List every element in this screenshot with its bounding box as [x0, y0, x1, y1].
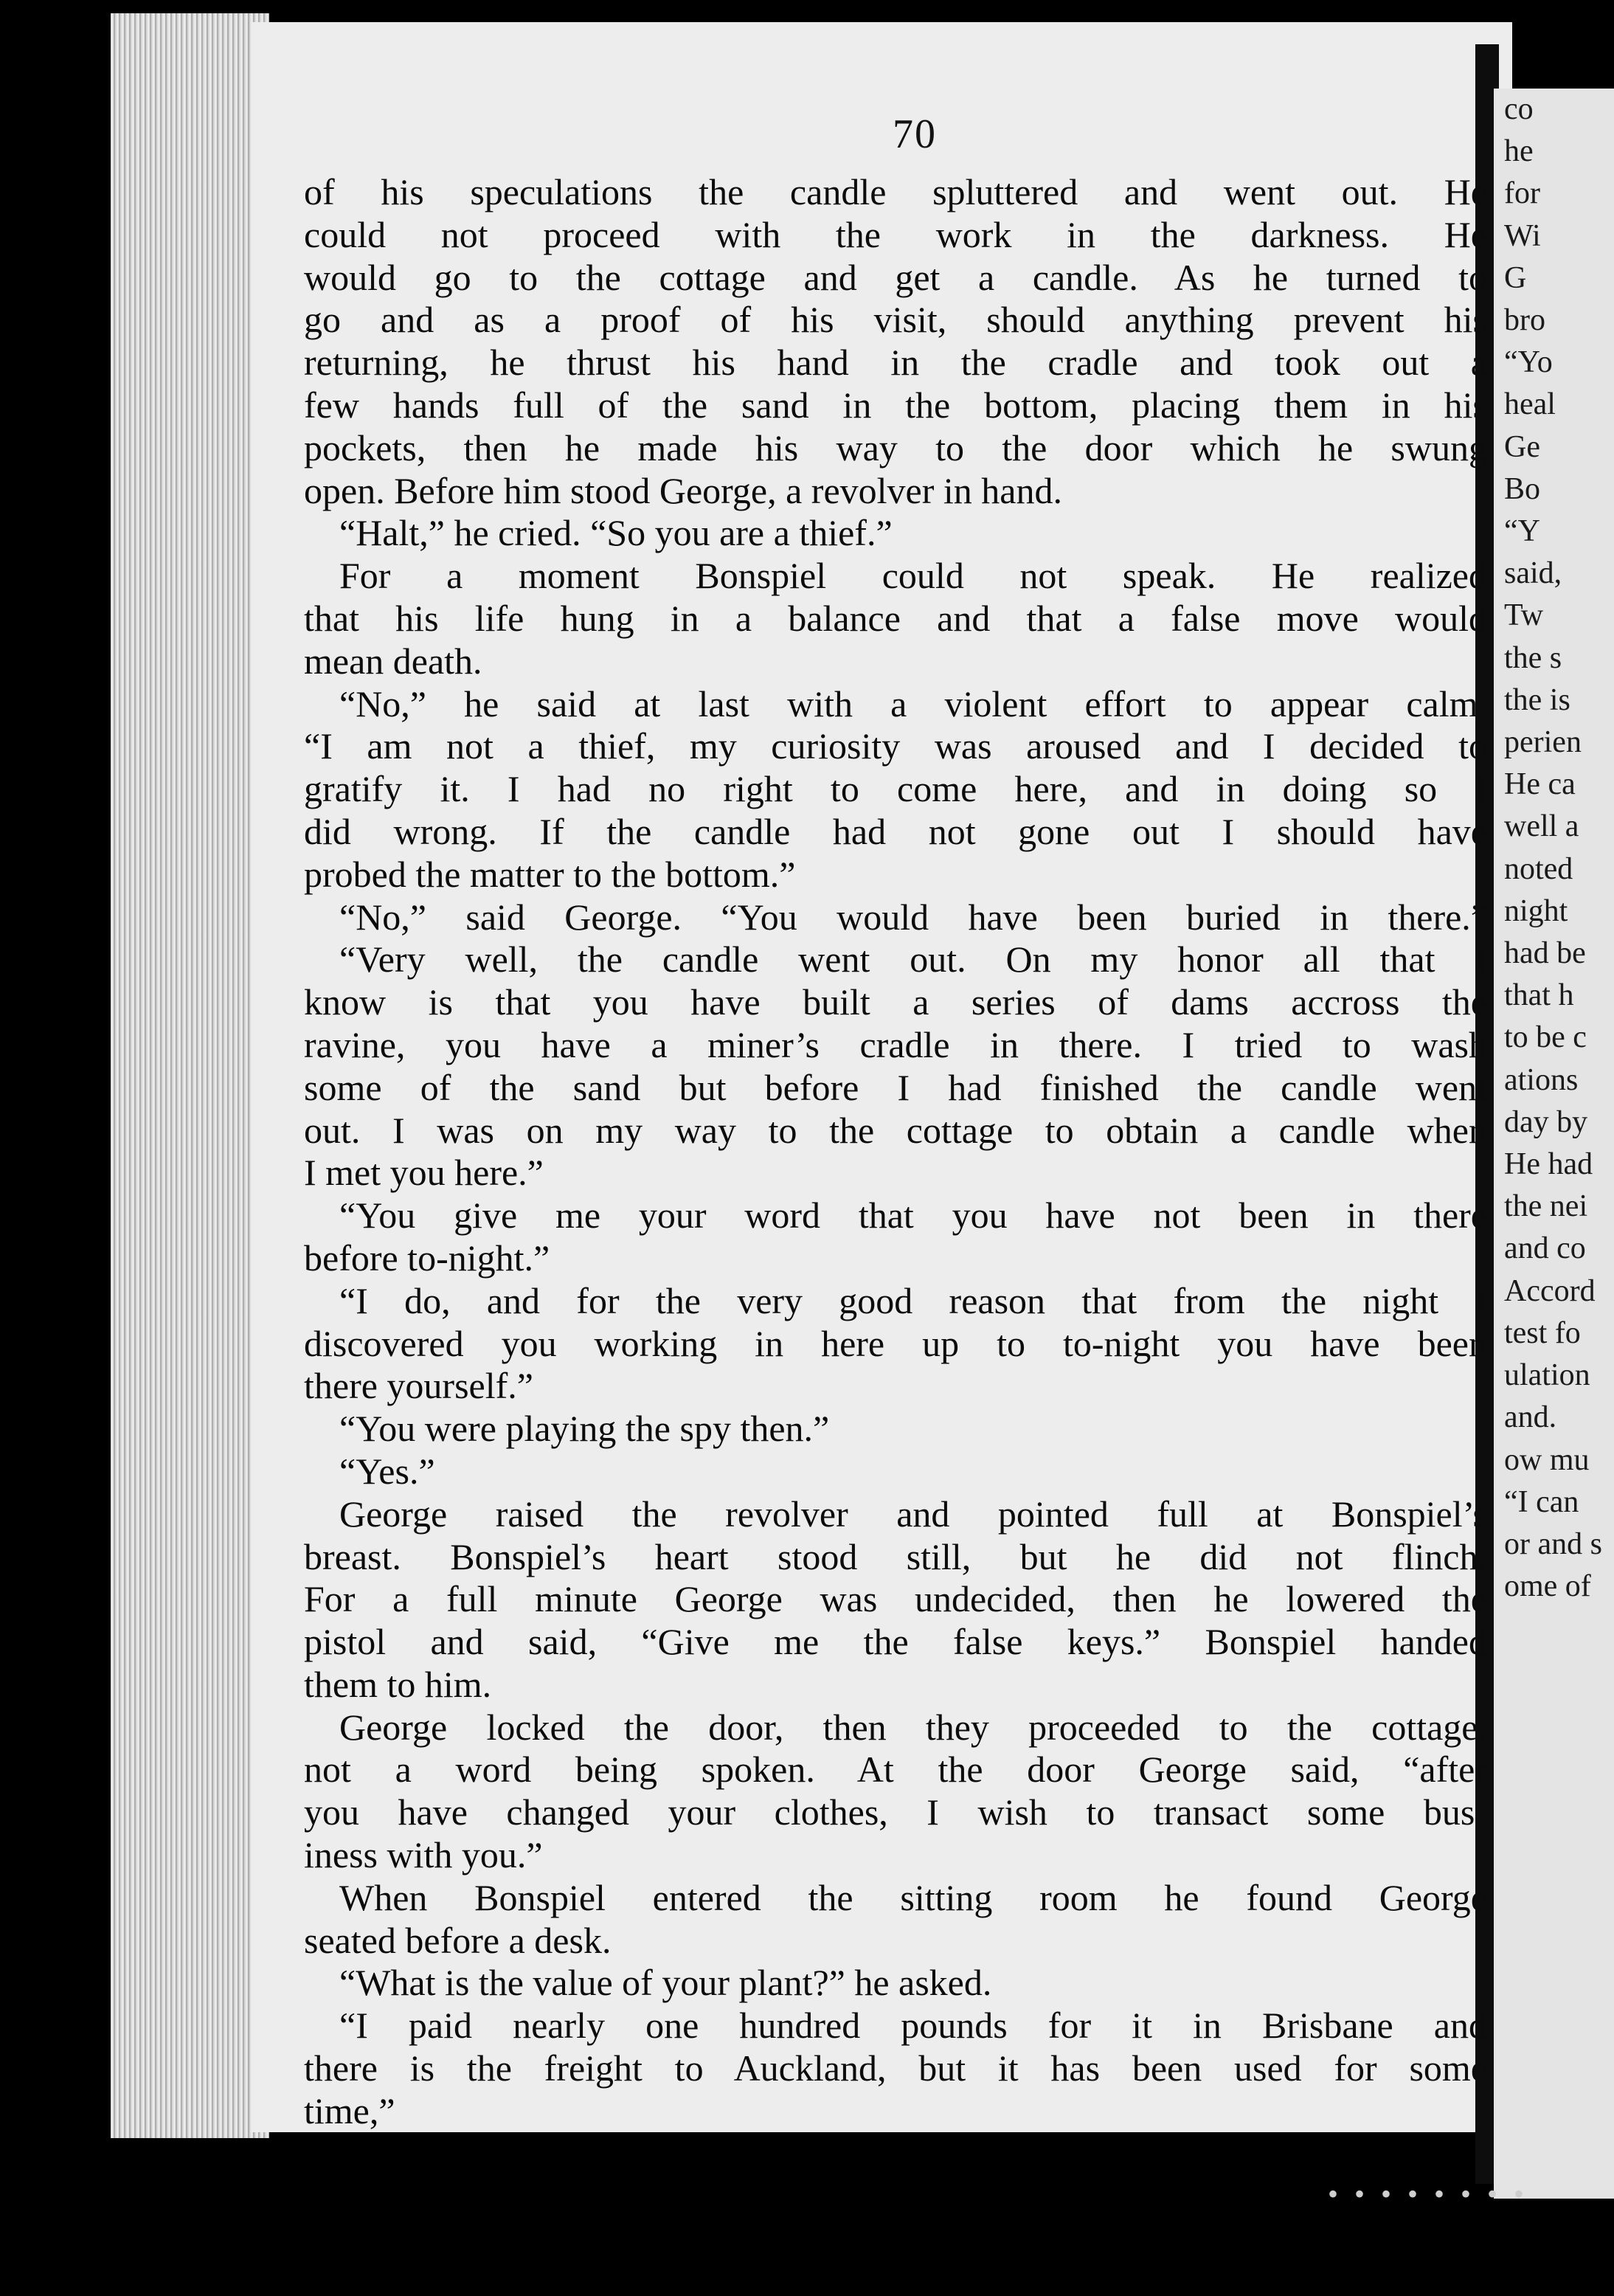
facing-page-line: Accord	[1504, 1273, 1596, 1308]
text-line: “Very well, the candle went out. On my honor all that I	[339, 938, 1487, 981]
text-line: know is that you have built a series of dams accross the	[304, 981, 1487, 1023]
text-line: “I do, and for the very good reason that from the night I	[339, 1279, 1487, 1321]
text-line: did wrong. If the candle had not gone out I should have	[304, 810, 1487, 852]
text-line: there yourself.”	[304, 1365, 533, 1407]
text-line: few hands full of the sand in the bottom, placing them in his	[304, 384, 1487, 426]
text-line: discovered you working in here up to to-night you have been	[304, 1322, 1487, 1364]
text-line: out. I was on my way to the cottage to obtain a candle when	[304, 1109, 1487, 1151]
text-line: would go to the cottage and get a candle. As he turned to	[304, 256, 1487, 298]
facing-page-line: for	[1504, 176, 1540, 211]
book-page-edges	[111, 13, 269, 2138]
facing-page-line: said,	[1504, 556, 1562, 591]
facing-page-line: the nei	[1504, 1189, 1588, 1224]
text-line: could not proceed with the work in the darkness. He	[304, 213, 1487, 255]
text-line: “I am not a thief, my curiosity was aroused and I decided to	[304, 725, 1487, 767]
facing-page-line: co	[1504, 92, 1534, 126]
text-line: “Yes.”	[339, 1450, 435, 1492]
page-body-text	[304, 171, 1487, 2133]
facing-page-fragment	[1494, 89, 1614, 2199]
facing-page-line: the is	[1504, 682, 1570, 717]
facing-page-line: perien	[1504, 725, 1582, 760]
text-line: mean death.	[304, 640, 482, 682]
text-line: “I paid nearly one hundred pounds for it in Brisbane and	[339, 2005, 1487, 2047]
text-line: For a full minute George was undecided, then he lowered the	[304, 1578, 1487, 1620]
facing-page-line: heal	[1504, 387, 1556, 422]
text-line: some of the sand but before I had finished the candle went	[304, 1066, 1487, 1108]
text-line: George raised the revolver and pointed full at Bonspiel’s	[339, 1493, 1487, 1535]
facing-page-line: the s	[1504, 640, 1562, 675]
facing-page-line: had be	[1504, 936, 1586, 971]
text-line: George locked the door, then they proceeded to the cottage,	[339, 1706, 1487, 1748]
text-line: I met you here.”	[304, 1152, 544, 1194]
facing-page-line: ations	[1504, 1062, 1579, 1097]
facing-page-line: noted	[1504, 851, 1573, 886]
text-line: you have changed your clothes, I wish to transact some bus-	[304, 1791, 1487, 1833]
facing-page-line: and co	[1504, 1231, 1586, 1266]
facing-page-line: Wi	[1504, 218, 1541, 253]
text-line: go and as a proof of his visit, should anything prevent his	[304, 299, 1487, 341]
text-line: ravine, you have a miner’s cradle in there. I tried to wash	[304, 1023, 1487, 1065]
facing-page-line: Ge	[1504, 429, 1540, 464]
text-line: there is the freight to Auckland, but it has been used for some	[304, 2047, 1487, 2089]
facing-page-line: and.	[1504, 1400, 1557, 1435]
text-line: “You were playing the spy then.”	[339, 1408, 830, 1450]
facing-page-line: to be c	[1504, 1020, 1587, 1055]
facing-page-line: He ca	[1504, 767, 1576, 802]
facing-page-line: or and s	[1504, 1526, 1602, 1561]
text-line: of his speculations the candle spluttered and went out. He	[304, 171, 1487, 212]
facing-page-line: that h	[1504, 978, 1574, 1013]
text-line: not a word being spoken. At the door George said, “after	[304, 1749, 1487, 1791]
facing-page-line: G	[1504, 260, 1527, 295]
text-line: “Halt,” he cried. “So you are a thief.”	[339, 512, 893, 554]
bottom-edge-marks: • • • • • • • •	[1328, 2177, 1529, 2210]
facing-page-line: day by	[1504, 1104, 1588, 1139]
text-line: them to him.	[304, 1663, 492, 1705]
text-line: time,”	[304, 2089, 395, 2131]
text-line: pockets, then he made his way to the door which he swung	[304, 426, 1487, 468]
facing-page-line: he	[1504, 134, 1534, 169]
facing-page-line: test fo	[1504, 1315, 1581, 1350]
text-line: probed the matter to the bottom.”	[304, 853, 796, 895]
text-line: before to-night.”	[304, 1237, 550, 1279]
facing-page-line: ulation	[1504, 1358, 1590, 1393]
text-line: “What is the value of your plant?” he asked.	[339, 1962, 992, 2004]
facing-page-line: Bo	[1504, 471, 1541, 506]
facing-page-line: He had	[1504, 1147, 1593, 1182]
text-line: iness with you.”	[304, 1834, 543, 1876]
text-line: returning, he thrust his hand in the cradle and took out a	[304, 342, 1487, 384]
page-number: 70	[893, 111, 937, 157]
facing-page-line: ome of	[1504, 1569, 1591, 1604]
text-line: “No,” he said at last with a violent effort to appear calm.	[339, 682, 1487, 725]
facing-page-line: bro	[1504, 303, 1545, 338]
text-line: open. Before him stood George, a revolver in hand.	[304, 469, 1062, 511]
text-line: that his life hung in a balance and that a false move would	[304, 597, 1487, 639]
facing-page-line: well a	[1504, 809, 1579, 844]
facing-page-line: “Y	[1504, 514, 1540, 549]
text-line: “No,” said George. “You would have been buried in there.”	[339, 896, 1487, 938]
text-line: pistol and said, “Give me the false keys.” Bonspiel handed	[304, 1621, 1487, 1663]
facing-page-line: Tw	[1504, 598, 1544, 633]
text-line: When Bonspiel entered the sitting room he found George	[339, 1876, 1487, 1918]
facing-page-line: ow mu	[1504, 1442, 1590, 1477]
facing-page-line: night	[1504, 893, 1568, 928]
text-line: breast. Bonspiel’s heart stood still, but he did not flinch.	[304, 1535, 1487, 1577]
facing-page-line: “Yo	[1504, 345, 1553, 380]
facing-page-line: “I can	[1504, 1484, 1579, 1519]
text-line: gratify it. I had no right to come here, and in doing so I	[304, 768, 1487, 810]
text-line: seated before a desk.	[304, 1919, 612, 1961]
text-line: “You give me your word that you have not been in there	[339, 1194, 1487, 1237]
text-line: For a moment Bonspiel could not speak. He realized	[339, 555, 1487, 597]
